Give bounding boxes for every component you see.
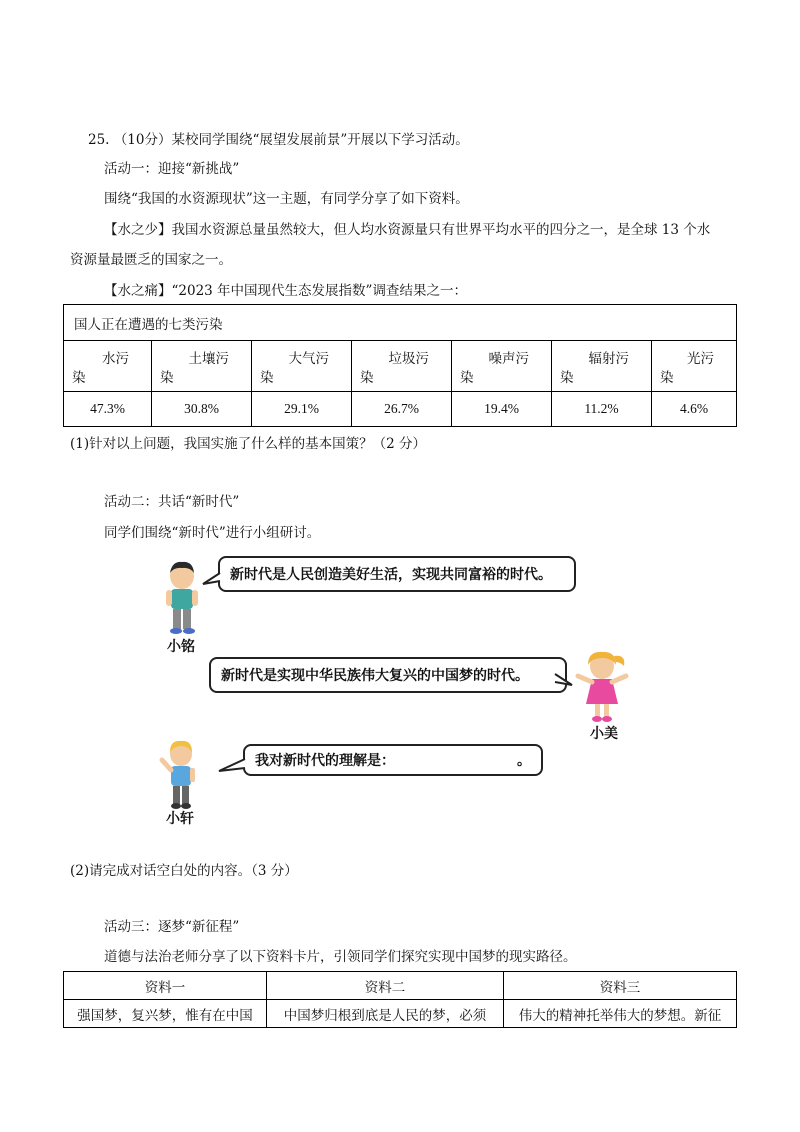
category-cell: 辐射污 染 bbox=[552, 341, 652, 392]
value-cell: 47.3% bbox=[64, 392, 152, 427]
value-cell: 19.4% bbox=[452, 392, 552, 427]
table-row bbox=[64, 972, 737, 1000]
value-cell: 26.7% bbox=[352, 392, 452, 427]
bubble-tail bbox=[218, 757, 246, 773]
category-cell: 垃圾污 染 bbox=[352, 341, 452, 392]
category-cell: 水污 染 bbox=[64, 341, 152, 392]
activity3-intro: 道德与法治老师分享了以下资料卡片，引领同学们探究实现中国梦的现实路径。 bbox=[104, 949, 577, 965]
boy-xiaoming-illustration bbox=[160, 558, 204, 636]
question-header: 25. （10分）某校同学围绕“展望发展前景”开展以下学习活动。 bbox=[88, 132, 469, 148]
bubble-tail bbox=[202, 572, 222, 586]
question-2: (2)请完成对话空白处的内容。（3 分） bbox=[70, 863, 298, 879]
table-row-categories bbox=[64, 341, 737, 392]
card-title: 资料三 bbox=[504, 972, 737, 1000]
speech-bubble-xiaomei bbox=[209, 657, 567, 693]
water-pain-line: 【水之痛】“2023 年中国现代生态发展指数”调查结果之一： bbox=[104, 283, 467, 299]
speaker-name-xiaoming: 小铭 bbox=[167, 639, 195, 655]
table-caption: 国人正在遭遇的七类污染 bbox=[64, 305, 737, 341]
value-cell: 4.6% bbox=[652, 392, 737, 427]
activity2-title: 活动二：共话“新时代” bbox=[104, 494, 240, 510]
speech-bubble-xiaoxuan bbox=[243, 744, 543, 776]
bubble-tail bbox=[553, 673, 573, 687]
question-1: (1)针对以上问题，我国实施了什么样的基本国策？（2 分） bbox=[70, 436, 427, 452]
speaker-name-xiaoxuan: 小轩 bbox=[166, 811, 194, 827]
water-scarce-line1: 【水之少】我国水资源总量虽然较大，但人均水资源量只有世界平均水平的四分之一，是全球 13 个水 bbox=[104, 222, 711, 238]
table-row bbox=[64, 1000, 737, 1028]
speaker-name-xiaomei: 小美 bbox=[590, 726, 618, 742]
card-text: 伟大的精神托举伟大的梦想。新征 bbox=[504, 1000, 737, 1028]
speech-bubble-xiaoming bbox=[218, 556, 576, 592]
card-title: 资料二 bbox=[267, 972, 504, 1000]
category-cell: 光污 染 bbox=[652, 341, 737, 392]
speech-end: 。 bbox=[517, 753, 531, 769]
activity1-title: 活动一：迎接“新挑战” bbox=[104, 161, 240, 177]
pollution-table bbox=[63, 304, 737, 427]
value-cell: 30.8% bbox=[152, 392, 252, 427]
category-cell: 大气污 染 bbox=[252, 341, 352, 392]
card-text: 强国梦，复兴梦，惟有在中国 bbox=[64, 1000, 267, 1028]
card-text: 中国梦归根到底是人民的梦，必须 bbox=[267, 1000, 504, 1028]
value-cell: 29.1% bbox=[252, 392, 352, 427]
activity3-title: 活动三：逐梦“新征程” bbox=[104, 919, 240, 935]
activity1-intro: 围绕“我国的水资源现状”这一主题，有同学分享了如下资料。 bbox=[104, 191, 469, 207]
speech-text: 新时代是人民创造美好生活，实现共同富裕的时代。 bbox=[230, 567, 552, 583]
card-title: 资料一 bbox=[64, 972, 267, 1000]
category-cell: 土壤污 染 bbox=[152, 341, 252, 392]
value-cell: 11.2% bbox=[552, 392, 652, 427]
speech-text: 新时代是实现中华民族伟大复兴的中国梦的时代。 bbox=[221, 668, 529, 684]
water-scarce-line2: 资源量最匮乏的国家之一。 bbox=[70, 252, 232, 268]
table-row-values bbox=[64, 392, 737, 427]
activity2-intro: 同学们围绕“新时代”进行小组研讨。 bbox=[104, 525, 321, 541]
boy-xiaoxuan-illustration bbox=[158, 738, 202, 810]
material-cards-table bbox=[63, 971, 737, 1028]
girl-xiaomei-illustration bbox=[574, 648, 630, 724]
speech-text: 我对新时代的理解是： bbox=[255, 753, 395, 769]
category-cell: 噪声污 染 bbox=[452, 341, 552, 392]
